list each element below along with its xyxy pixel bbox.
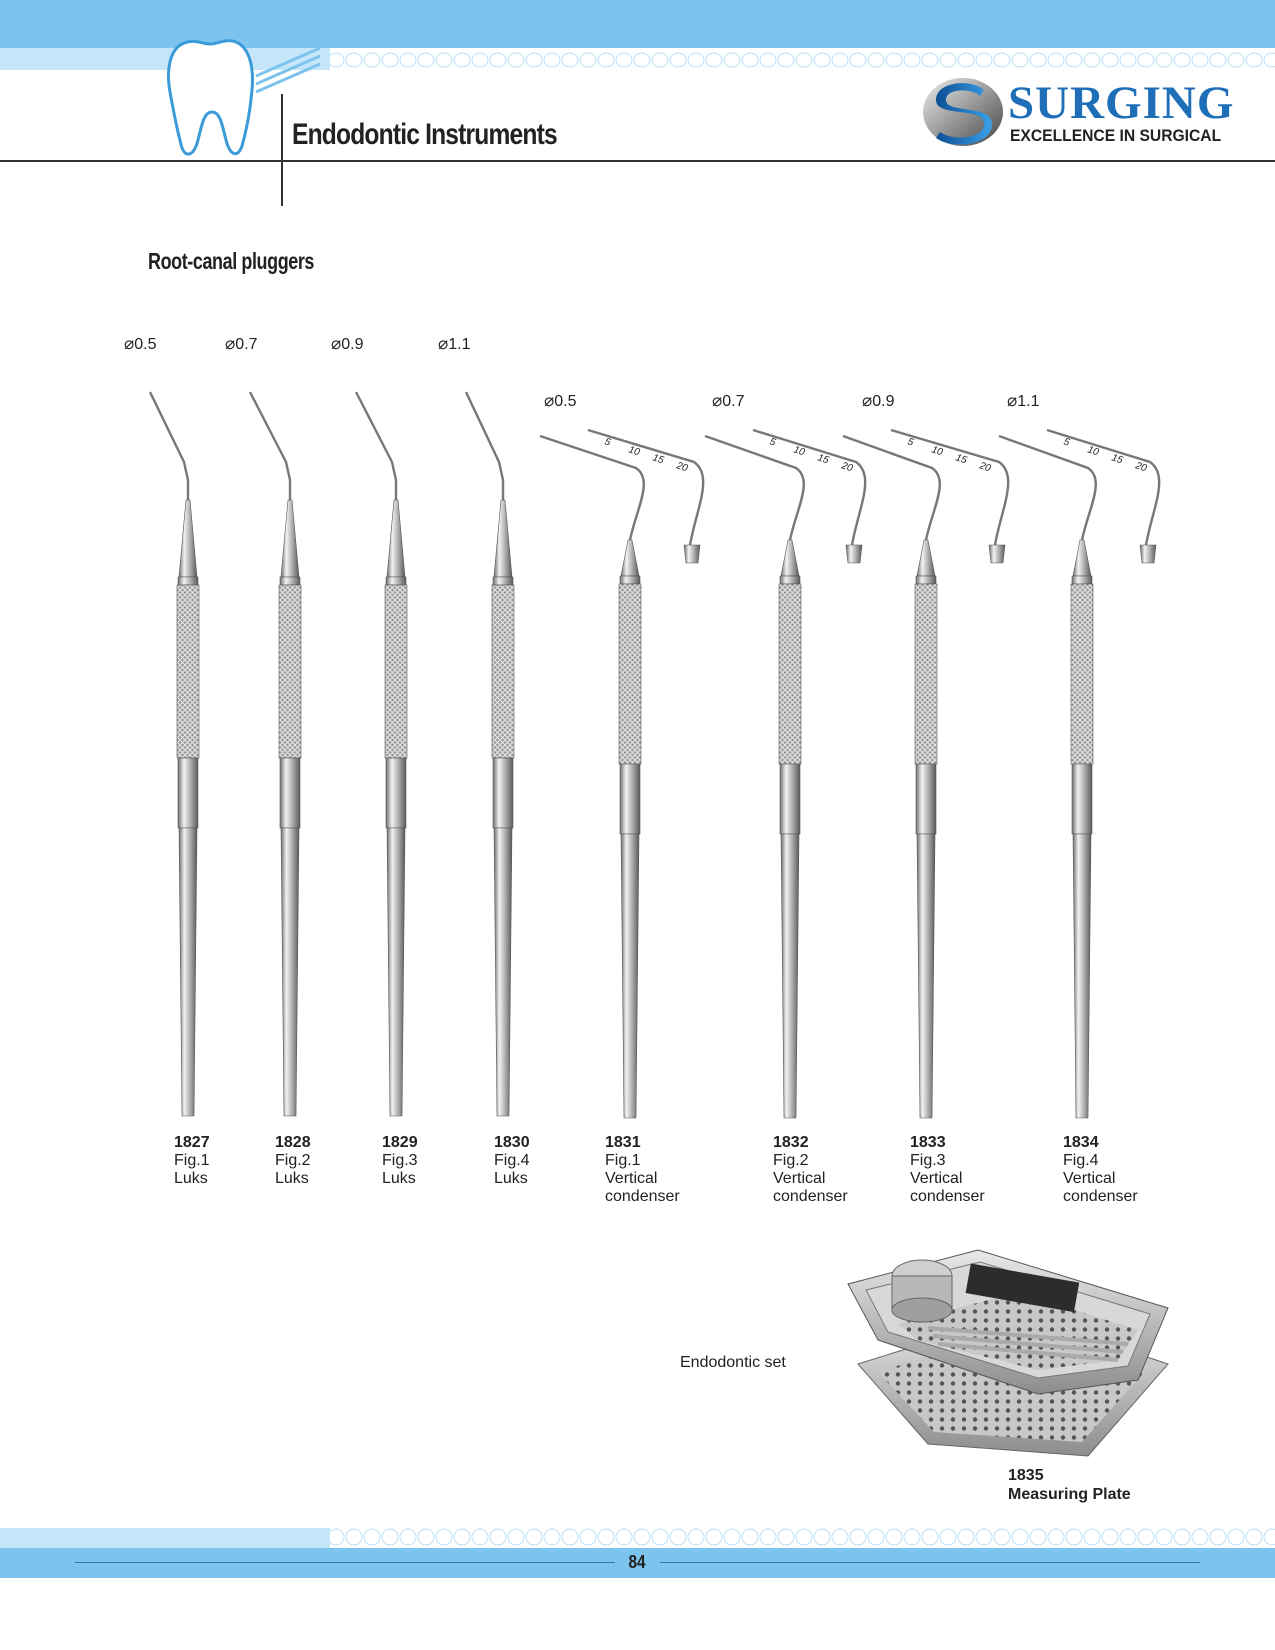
instrument-knurled-grip [619, 584, 641, 764]
chain-link [598, 1529, 614, 1545]
instrument-knurled-grip [1071, 584, 1093, 764]
instrument-knurled-grip [279, 585, 301, 758]
chain-link [688, 1529, 704, 1545]
instrument-sleeve [620, 764, 640, 834]
chain-link [562, 1529, 578, 1545]
chain-link [1138, 1529, 1154, 1545]
instrument-sleeve [493, 758, 513, 828]
chain-link [1120, 1529, 1136, 1545]
instrument-neck [621, 540, 639, 576]
plugger-tip [250, 392, 290, 500]
instrument-sleeve [280, 758, 300, 828]
endodontic-set-image [838, 1244, 1178, 1464]
instrument-sleeve [780, 764, 800, 834]
instrument-shaft [1073, 834, 1091, 1118]
instrument-collar [280, 577, 300, 585]
chain-link [868, 1529, 884, 1545]
chain-link [850, 1529, 866, 1545]
chain-link [976, 1529, 992, 1545]
chain-link [508, 1529, 524, 1545]
instrument-knurled-grip [385, 585, 407, 758]
chain-link [436, 1529, 452, 1545]
chain-link [544, 1529, 560, 1545]
instrument-label: 1828 Fig.2 Luks [275, 1134, 311, 1187]
instrument-collar [620, 576, 640, 584]
instrument-neck [179, 500, 197, 577]
condenser-tip-collar [989, 545, 1005, 563]
diameter-icon: ⌀ [225, 334, 236, 353]
chain-link [526, 1529, 542, 1545]
instrument-collar [1072, 576, 1092, 584]
plugger-tip [356, 392, 396, 500]
instrument-label: 1833 Fig.3 Vertical condenser [910, 1134, 985, 1205]
instrument-shaft [494, 828, 512, 1116]
depth-mark: 20 [675, 460, 690, 475]
page-title: Endodontic Instruments [292, 118, 557, 151]
chain-link [1210, 1529, 1226, 1545]
diameter-icon: ⌀ [712, 391, 723, 410]
diameter-icon: ⌀ [1007, 391, 1018, 410]
chain-link [724, 1529, 740, 1545]
chain-link [472, 1529, 488, 1545]
chain-link [1012, 1529, 1028, 1545]
instrument-collar [178, 577, 198, 585]
bottom-light-band [0, 1528, 330, 1548]
measuring-plate-label: 1835 Measuring Plate [1008, 1467, 1131, 1503]
diameter-label: ⌀0.5 [544, 391, 577, 410]
diameter-label: ⌀0.7 [712, 391, 745, 410]
depth-mark: 5 [906, 436, 915, 449]
chain-link [1174, 1529, 1190, 1545]
instrument-sleeve [1072, 764, 1092, 834]
instrument-shaft [179, 828, 197, 1116]
chain-link [796, 1529, 812, 1545]
chain-link [364, 1529, 380, 1545]
section-title: Root-canal pluggers [148, 248, 315, 274]
depth-mark: 15 [816, 452, 831, 467]
diameter-icon: ⌀ [544, 391, 555, 410]
chain-link [400, 1529, 416, 1545]
instrument-neck [494, 500, 512, 577]
chain-link [418, 1529, 434, 1545]
chain-link [1084, 1529, 1100, 1545]
chain-link [1264, 1529, 1275, 1545]
chain-link [616, 1529, 632, 1545]
chain-link [454, 1529, 470, 1545]
chain-link [940, 1529, 956, 1545]
depth-mark: 20 [978, 460, 993, 475]
diameter-label: ⌀0.9 [862, 391, 895, 410]
depth-mark: 10 [792, 444, 807, 459]
instrument-label: 1829 Fig.3 Luks [382, 1134, 418, 1187]
instrument-shaft [917, 834, 935, 1118]
condenser-tip-collar [684, 545, 700, 563]
condenser-tip-collar [846, 545, 862, 563]
instrument-label: 1834 Fig.4 Vertical condenser [1063, 1134, 1138, 1205]
depth-mark: 5 [1062, 436, 1071, 449]
diameter-label: ⌀0.5 [124, 334, 157, 353]
depth-mark: 20 [1134, 460, 1149, 475]
instrument-label: 1830 Fig.4 Luks [494, 1134, 530, 1187]
chain-link [814, 1529, 830, 1545]
instrument-neck [917, 540, 935, 576]
instrument-shaft [781, 834, 799, 1118]
instrument-neck [781, 540, 799, 576]
diameter-icon: ⌀ [862, 391, 873, 410]
chain-link [1066, 1529, 1082, 1545]
chain-link [778, 1529, 794, 1545]
instrument-label: 1832 Fig.2 Vertical condenser [773, 1134, 848, 1205]
chain-link [706, 1529, 722, 1545]
instrument-label: 1831 Fig.1 Vertical condenser [605, 1134, 680, 1205]
diameter-label: ⌀1.1 [1007, 391, 1040, 410]
depth-mark: 5 [768, 436, 777, 449]
brand-tagline: EXCELLENCE IN SURGICAL [1010, 126, 1222, 145]
chain-link [346, 1529, 362, 1545]
chain-link [580, 1529, 596, 1545]
chain-link [904, 1529, 920, 1545]
instrument-collar [493, 577, 513, 585]
depth-mark: 10 [930, 444, 945, 459]
instrument-collar [386, 577, 406, 585]
depth-mark: 10 [1086, 444, 1101, 459]
chain-link [742, 1529, 758, 1545]
condenser-tip [999, 436, 1096, 540]
instrument-sleeve [916, 764, 936, 834]
chain-link [958, 1529, 974, 1545]
chain-link [634, 1529, 650, 1545]
depth-mark: 5 [603, 436, 612, 449]
instrument-neck [281, 500, 299, 577]
instrument-neck [1073, 540, 1091, 576]
diameter-icon: ⌀ [124, 334, 135, 353]
chain-link [1030, 1529, 1046, 1545]
chain-link [330, 1529, 344, 1545]
instrument-label: 1827 Fig.1 Luks [174, 1134, 210, 1187]
plugger-tip [150, 392, 188, 500]
page-number: 84 [628, 1552, 646, 1572]
bottom-chain-pattern [330, 1528, 1275, 1546]
chain-link [1228, 1529, 1244, 1545]
instrument-knurled-grip [779, 584, 801, 764]
instrument-sleeve [386, 758, 406, 828]
chain-link [1246, 1529, 1262, 1545]
chain-link [886, 1529, 902, 1545]
instrument-knurled-grip [915, 584, 937, 764]
chain-link [760, 1529, 776, 1545]
instrument-shaft [281, 828, 299, 1116]
chain-link [1048, 1529, 1064, 1545]
chain-link [832, 1529, 848, 1545]
depth-mark: 15 [1110, 452, 1125, 467]
chain-link [382, 1529, 398, 1545]
chain-link [1102, 1529, 1118, 1545]
depth-mark: 15 [651, 452, 666, 467]
diameter-label: ⌀0.7 [225, 334, 258, 353]
endodontic-set-caption: Endodontic set [680, 1354, 786, 1371]
plugger-tip [466, 392, 503, 500]
instrument-shaft [387, 828, 405, 1116]
instrument-collar [916, 576, 936, 584]
instrument-shaft [621, 834, 639, 1118]
depth-mark: 10 [627, 444, 642, 459]
chain-link [670, 1529, 686, 1545]
instrument-neck [387, 500, 405, 577]
chain-link [1156, 1529, 1172, 1545]
instrument-knurled-grip [492, 585, 514, 758]
diameter-icon: ⌀ [331, 334, 342, 353]
diameter-label: ⌀1.1 [438, 334, 471, 353]
brand-name: SURGING [1008, 77, 1235, 129]
diameter-icon: ⌀ [438, 334, 449, 353]
depth-mark: 15 [954, 452, 969, 467]
condenser-tip-collar [1140, 545, 1156, 563]
chain-link [652, 1529, 668, 1545]
instrument-knurled-grip [177, 585, 199, 758]
instrument-collar [780, 576, 800, 584]
chain-link [994, 1529, 1010, 1545]
depth-mark: 20 [840, 460, 855, 475]
condenser-tip [705, 436, 807, 540]
diameter-label: ⌀0.9 [331, 334, 364, 353]
chain-link [1192, 1529, 1208, 1545]
chain-link [922, 1529, 938, 1545]
instrument-sleeve [178, 758, 198, 828]
chain-link [490, 1529, 506, 1545]
